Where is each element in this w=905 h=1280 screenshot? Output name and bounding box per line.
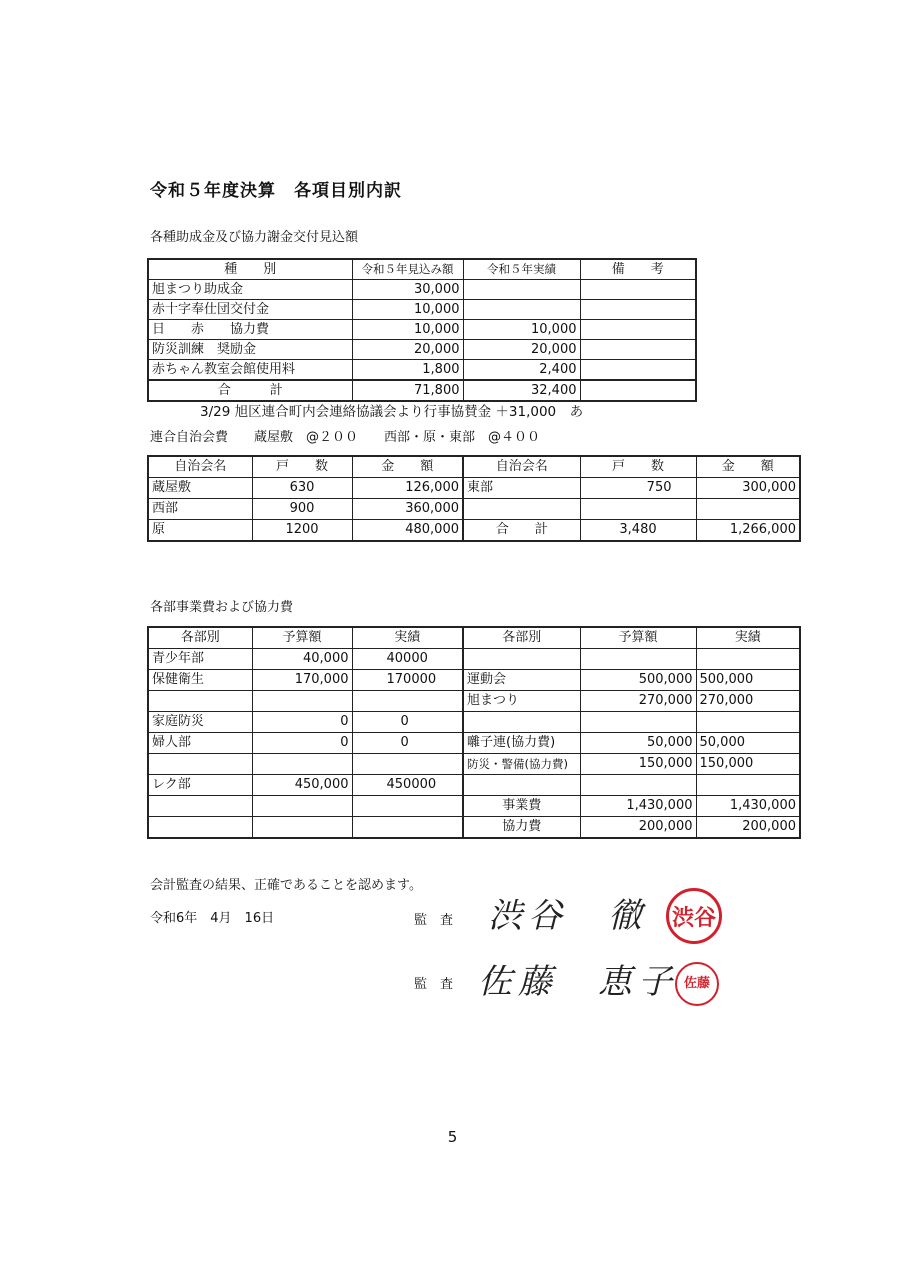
cell: 30,000: [352, 280, 463, 300]
cell: 450,000: [252, 775, 352, 796]
auditor2-seal: 佐藤: [675, 962, 719, 1006]
cell: 1,800: [352, 360, 463, 381]
page-number: 5: [447, 1128, 458, 1146]
cell: 合 計: [463, 520, 580, 542]
cell: [696, 649, 800, 670]
cell: 0: [252, 712, 352, 733]
table-row: [148, 691, 800, 712]
header-cell: 実績: [696, 627, 800, 649]
header-cell: 種 別: [148, 259, 352, 280]
cell: [463, 499, 580, 520]
cell: 1,266,000: [696, 520, 800, 542]
cell: 囃子連(協力費): [463, 733, 580, 754]
cell: 50,000: [696, 733, 800, 754]
cell: 防災訓練 奨励金: [148, 340, 352, 360]
page-title: 令和５年度決算 各項目別内訳: [150, 181, 402, 201]
cell: [580, 320, 696, 340]
cell: 32,400: [463, 380, 580, 401]
cell: 500,000: [580, 670, 696, 691]
section1-note: 3/29 旭区連合町内会連絡協議会より行事協賛金 ＋31,000 あ: [200, 404, 584, 420]
cell: [580, 340, 696, 360]
auditor1-label: 監 査: [414, 913, 454, 928]
cell: [252, 754, 352, 775]
header-cell: 実績: [352, 627, 463, 649]
auditor1-signature: 渋谷 徹: [488, 896, 648, 936]
cell: レク部: [148, 775, 252, 796]
cell: [352, 817, 463, 839]
cell: 71,800: [352, 380, 463, 401]
table-row: [148, 360, 696, 381]
cell: 事業費: [463, 796, 580, 817]
header-cell: 予算額: [252, 627, 352, 649]
cell: [580, 649, 696, 670]
cell: [463, 649, 580, 670]
cell: 20,000: [463, 340, 580, 360]
table-row: [148, 796, 800, 817]
cell: [580, 300, 696, 320]
cell: 150,000: [580, 754, 696, 775]
cell: 20,000: [352, 340, 463, 360]
cell: 270,000: [580, 691, 696, 712]
cell: 1,430,000: [696, 796, 800, 817]
cell: 270,000: [696, 691, 800, 712]
table-header-row: [148, 259, 696, 280]
cell: [148, 754, 252, 775]
cell: 10,000: [352, 320, 463, 340]
cell: [696, 775, 800, 796]
department-expense-table: [147, 626, 801, 839]
cell: [352, 796, 463, 817]
cell: 300,000: [696, 478, 800, 499]
auditor1-seal: 渋谷: [666, 888, 722, 944]
table-row: [148, 300, 696, 320]
cell: [463, 280, 580, 300]
cell: [352, 754, 463, 775]
cell: [580, 712, 696, 733]
table-row: [148, 520, 800, 542]
header-cell: 各部別: [148, 627, 252, 649]
cell: 630: [252, 478, 352, 499]
cell: 家庭防災: [148, 712, 252, 733]
header-cell: 金 額: [352, 456, 463, 478]
cell: [580, 360, 696, 381]
cell: 750: [580, 478, 696, 499]
total-row: [148, 380, 696, 401]
cell: 1200: [252, 520, 352, 542]
cell: 西部: [148, 499, 252, 520]
header-cell: 自治会名: [148, 456, 252, 478]
table-row: [148, 340, 696, 360]
cell: 旭まつり: [463, 691, 580, 712]
cell: 蔵屋敷: [148, 478, 252, 499]
auditor2-label: 監 査: [414, 977, 454, 992]
table-row: [148, 754, 800, 775]
cell: 日 赤 協力費: [148, 320, 352, 340]
cell: [352, 691, 463, 712]
cell: 10,000: [463, 320, 580, 340]
cell: [463, 712, 580, 733]
cell: 3,480: [580, 520, 696, 542]
header-cell: 予算額: [580, 627, 696, 649]
table-row: [148, 733, 800, 754]
cell: [580, 775, 696, 796]
cell: 200,000: [696, 817, 800, 839]
cell: 0: [252, 733, 352, 754]
header-cell: 令和５年実績: [463, 259, 580, 280]
cell: 10,000: [352, 300, 463, 320]
cell: [463, 300, 580, 320]
auditor2-signature: 佐藤 恵子: [478, 962, 678, 1002]
cell: 40,000: [252, 649, 352, 670]
cell: 赤ちゃん教室会館使用料: [148, 360, 352, 381]
cell: [580, 380, 696, 401]
subsidy-table: [147, 258, 697, 402]
cell: 旭まつり助成金: [148, 280, 352, 300]
cell: 防災・警備(協力費): [463, 754, 580, 775]
cell: 運動会: [463, 670, 580, 691]
cell: 保健衛生: [148, 670, 252, 691]
cell: 原: [148, 520, 252, 542]
cell: 40000: [352, 649, 463, 670]
header-cell: 戸 数: [252, 456, 352, 478]
cell: 360,000: [352, 499, 463, 520]
header-cell: 金 額: [696, 456, 800, 478]
section1-heading: 各種助成金及び協力謝金交付見込額: [150, 230, 359, 245]
table-row: [148, 712, 800, 733]
cell: 200,000: [580, 817, 696, 839]
table-row: [148, 649, 800, 670]
cell: 0: [352, 712, 463, 733]
cell: 青少年部: [148, 649, 252, 670]
audit-statement: 会計監査の結果、正確であることを認めます。: [150, 878, 422, 893]
cell: [148, 691, 252, 712]
cell: 合 計: [148, 380, 352, 401]
cell: [580, 280, 696, 300]
section2-heading: 連合自治会費 蔵屋敷 @２００ 西部・原・東部 @４００: [150, 430, 541, 445]
cell: 50,000: [580, 733, 696, 754]
header-cell: 備 考: [580, 259, 696, 280]
table-row: [148, 817, 800, 839]
table-header-row: [148, 627, 800, 649]
association-fee-table: [147, 455, 801, 542]
table-row: [148, 280, 696, 300]
cell: 450000: [352, 775, 463, 796]
cell: 170,000: [252, 670, 352, 691]
header-cell: 令和５年見込み額: [352, 259, 463, 280]
table-row: [148, 670, 800, 691]
cell: 150,000: [696, 754, 800, 775]
header-cell: 各部別: [463, 627, 580, 649]
table-row: [148, 320, 696, 340]
cell: 赤十字奉仕団交付金: [148, 300, 352, 320]
cell: [696, 712, 800, 733]
cell: [252, 691, 352, 712]
cell: 900: [252, 499, 352, 520]
cell: [252, 817, 352, 839]
cell: 1,430,000: [580, 796, 696, 817]
cell: [148, 796, 252, 817]
table-row: [148, 478, 800, 499]
cell: [696, 499, 800, 520]
table-row: [148, 775, 800, 796]
cell: [148, 817, 252, 839]
audit-date: 令和6年 4月 16日: [150, 911, 275, 926]
cell: [580, 499, 696, 520]
table-header-row: [148, 456, 800, 478]
cell: 婦人部: [148, 733, 252, 754]
cell: [252, 796, 352, 817]
cell: 126,000: [352, 478, 463, 499]
cell: 500,000: [696, 670, 800, 691]
table-row: [148, 499, 800, 520]
header-cell: 戸 数: [580, 456, 696, 478]
cell: 480,000: [352, 520, 463, 542]
cell: 協力費: [463, 817, 580, 839]
section3-heading: 各部事業費および協力費: [150, 600, 294, 615]
cell: 0: [352, 733, 463, 754]
cell: 東部: [463, 478, 580, 499]
cell: 170000: [352, 670, 463, 691]
cell: 2,400: [463, 360, 580, 381]
header-cell: 自治会名: [463, 456, 580, 478]
cell: [463, 775, 580, 796]
